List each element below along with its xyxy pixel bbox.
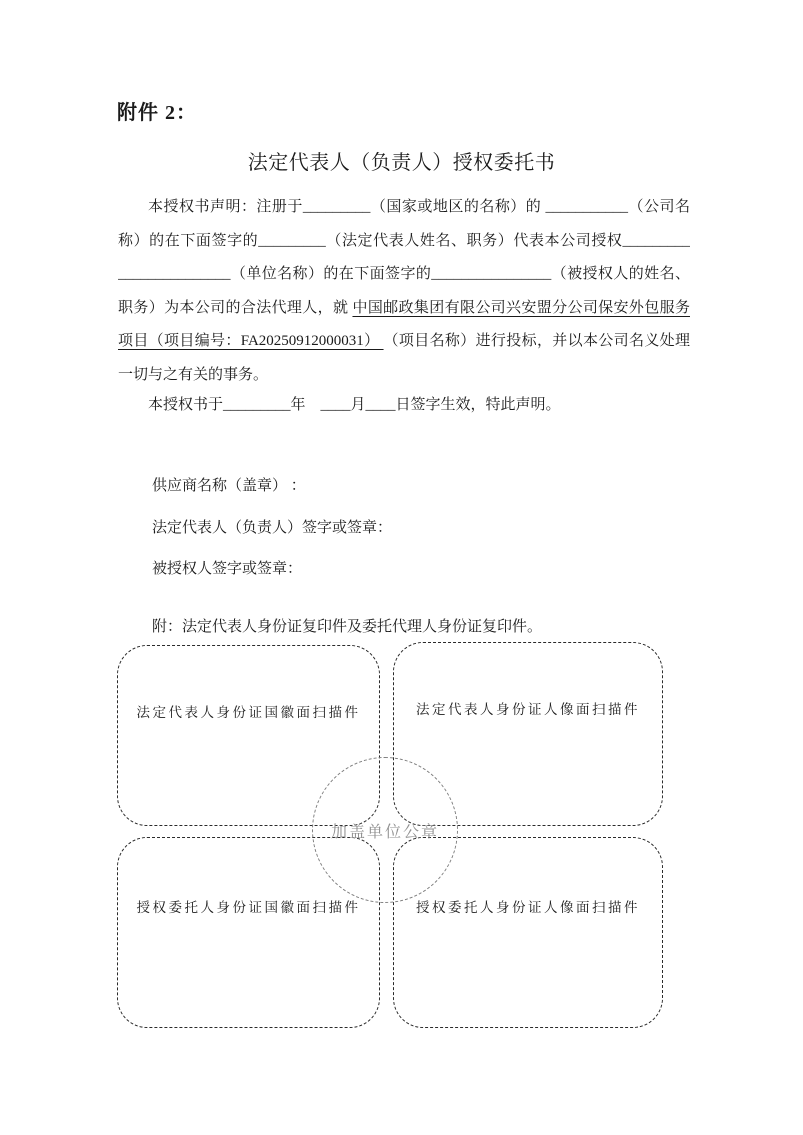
attachment-note: 附：法定代表人身份证复印件及委托代理人身份证复印件。 [152, 619, 543, 635]
attachment-label: 附件 2： [117, 102, 197, 124]
body-text: _______________（单位名称）的在下面签字的________________（被授权人的姓名、 [118, 266, 690, 282]
document-title: 法定代表人（负责人）授权委托书 [247, 152, 556, 174]
underlined-project-text: 项目（项目编号：FA20250912000031） [118, 333, 384, 349]
body-text: （项目名称）进行投标，并以本公司名义处理 [383, 333, 690, 349]
authorized-person-signature-line: 被授权人签字或签章： [152, 561, 303, 577]
id-box-label: 法定代表人身份证国徽面扫描件 [136, 705, 361, 720]
body-line [118, 325, 690, 359]
id-box-label: 法定代表人身份证人像面扫描件 [416, 702, 640, 717]
body-line [118, 292, 690, 326]
supplier-name-seal-line: 供应商名称（盖章） ： [152, 478, 306, 494]
body-line [118, 191, 690, 225]
legal-representative-signature-line: 法定代表人（负责人）签字或签章： [152, 519, 393, 536]
seal-instruction-text: 加盖单位公章 [330, 823, 439, 841]
underlined-project-text: 中国邮政集团有限公司兴安盟分公司保安外包服务 [352, 299, 690, 316]
id-box-label: 授权委托人身份证人像面扫描件 [416, 900, 640, 915]
body-text: 一切与之有关的事务。 [118, 366, 269, 383]
body-line [118, 258, 690, 292]
body-text: 称）的在下面签字的_________（法定代表人姓名、职务）代表本公司授权_________ [118, 232, 690, 249]
body-text: 职务）为本公司的合法代理人，就 [118, 299, 353, 316]
body-line [118, 359, 690, 393]
authorization-paragraph [118, 191, 690, 392]
body-line [118, 225, 690, 259]
signature-block [152, 469, 672, 594]
id-box-label: 授权委托人身份证国徽面扫描件 [136, 900, 361, 915]
effective-date-line: 本授权书于_________年 ____月____日签字生效，特此声明。 [148, 397, 561, 413]
body-text: 本授权书声明：注册于_________（国家或地区的名称）的 ___________（公司名 [148, 199, 690, 215]
company-seal-circle [312, 757, 458, 903]
